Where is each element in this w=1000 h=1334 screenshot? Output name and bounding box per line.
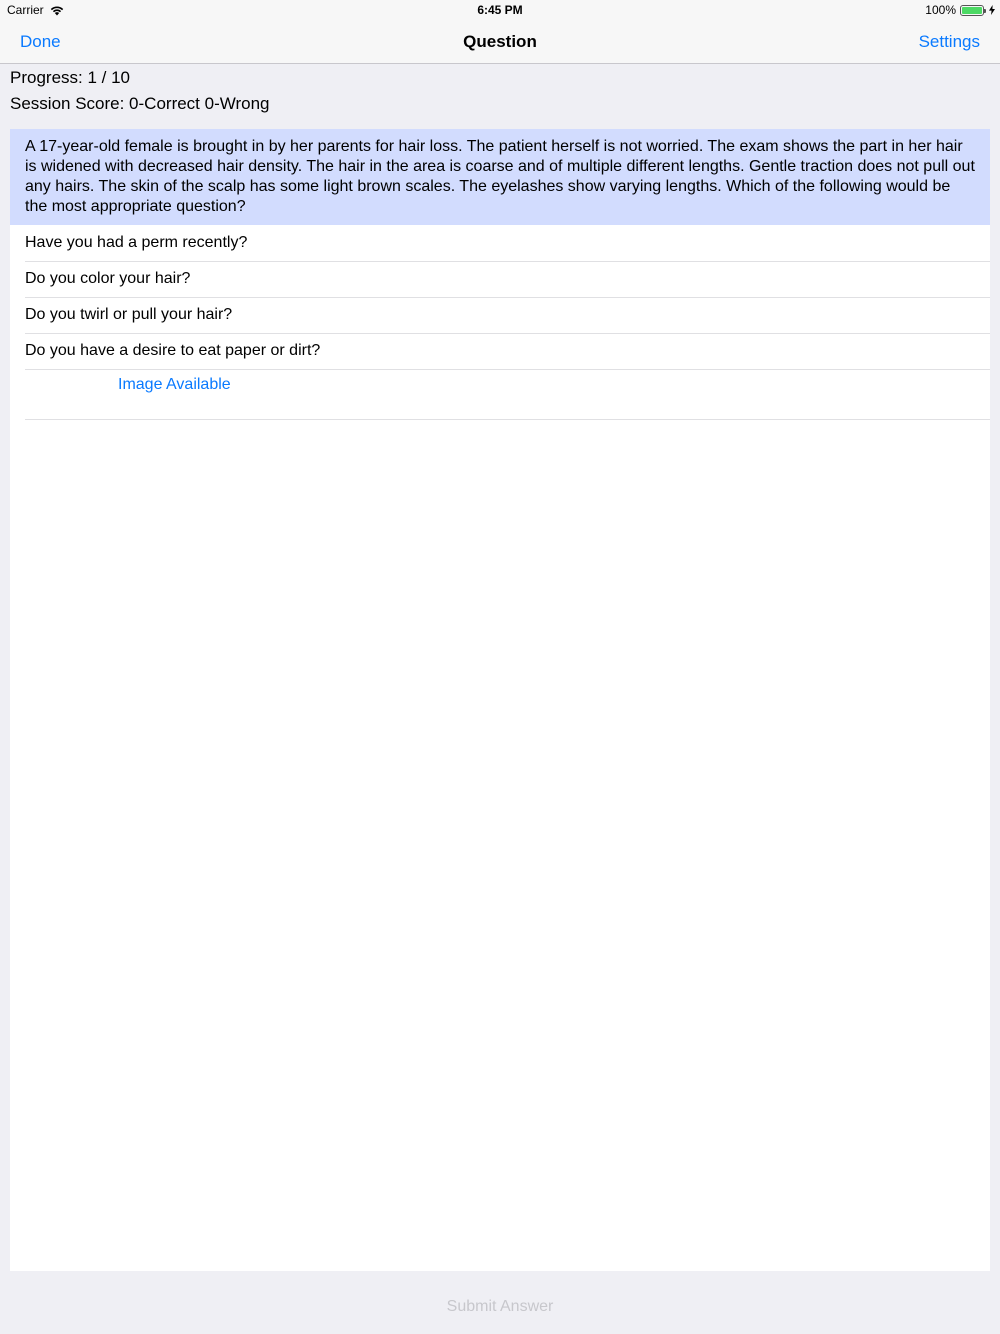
battery-cap [984, 9, 986, 13]
question-card [10, 129, 990, 1271]
question-text: A 17-year-old female is brought in by her parents for hair loss. The patient herself is not worried. The exam shows the part in her hair is widened with decreased hair density. The hair in the area is coarse and of multiple different lengths. Gentle traction does not pull out any hairs. The skin of the scalp has some light brown scales. The eyelashes show varying lengths. Which of the following would be the most appropriate question? [10, 129, 990, 225]
done-button[interactable]: Done [20, 32, 61, 51]
session-score-label: Session Score: 0-Correct 0-Wrong [10, 94, 270, 113]
answer-option-1[interactable]: Have you had a perm recently? [10, 225, 990, 261]
settings-button[interactable]: Settings [918, 32, 980, 51]
status-right [925, 3, 995, 17]
image-row [25, 369, 990, 420]
answer-option-2[interactable]: Do you color your hair? [10, 261, 990, 297]
answer-option-3[interactable]: Do you twirl or pull your hair? [10, 297, 990, 333]
submit-answer-button[interactable]: Submit Answer [446, 1298, 554, 1315]
progress-label: Progress: 1 / 10 [10, 68, 131, 87]
battery-fill [962, 7, 982, 14]
page-title: Question [463, 32, 537, 51]
charging-bolt-icon [989, 5, 995, 15]
battery-percent: 100% [925, 3, 956, 17]
answer-option-4[interactable]: Do you have a desire to eat paper or dirt? [10, 333, 990, 369]
navigation-bar [0, 20, 1000, 64]
status-bar [0, 0, 1000, 20]
status-time: 6:45 PM [477, 3, 523, 17]
battery-icon [960, 5, 984, 16]
carrier-label: Carrier [7, 3, 44, 17]
image-available-link[interactable]: Image Available [118, 376, 231, 393]
